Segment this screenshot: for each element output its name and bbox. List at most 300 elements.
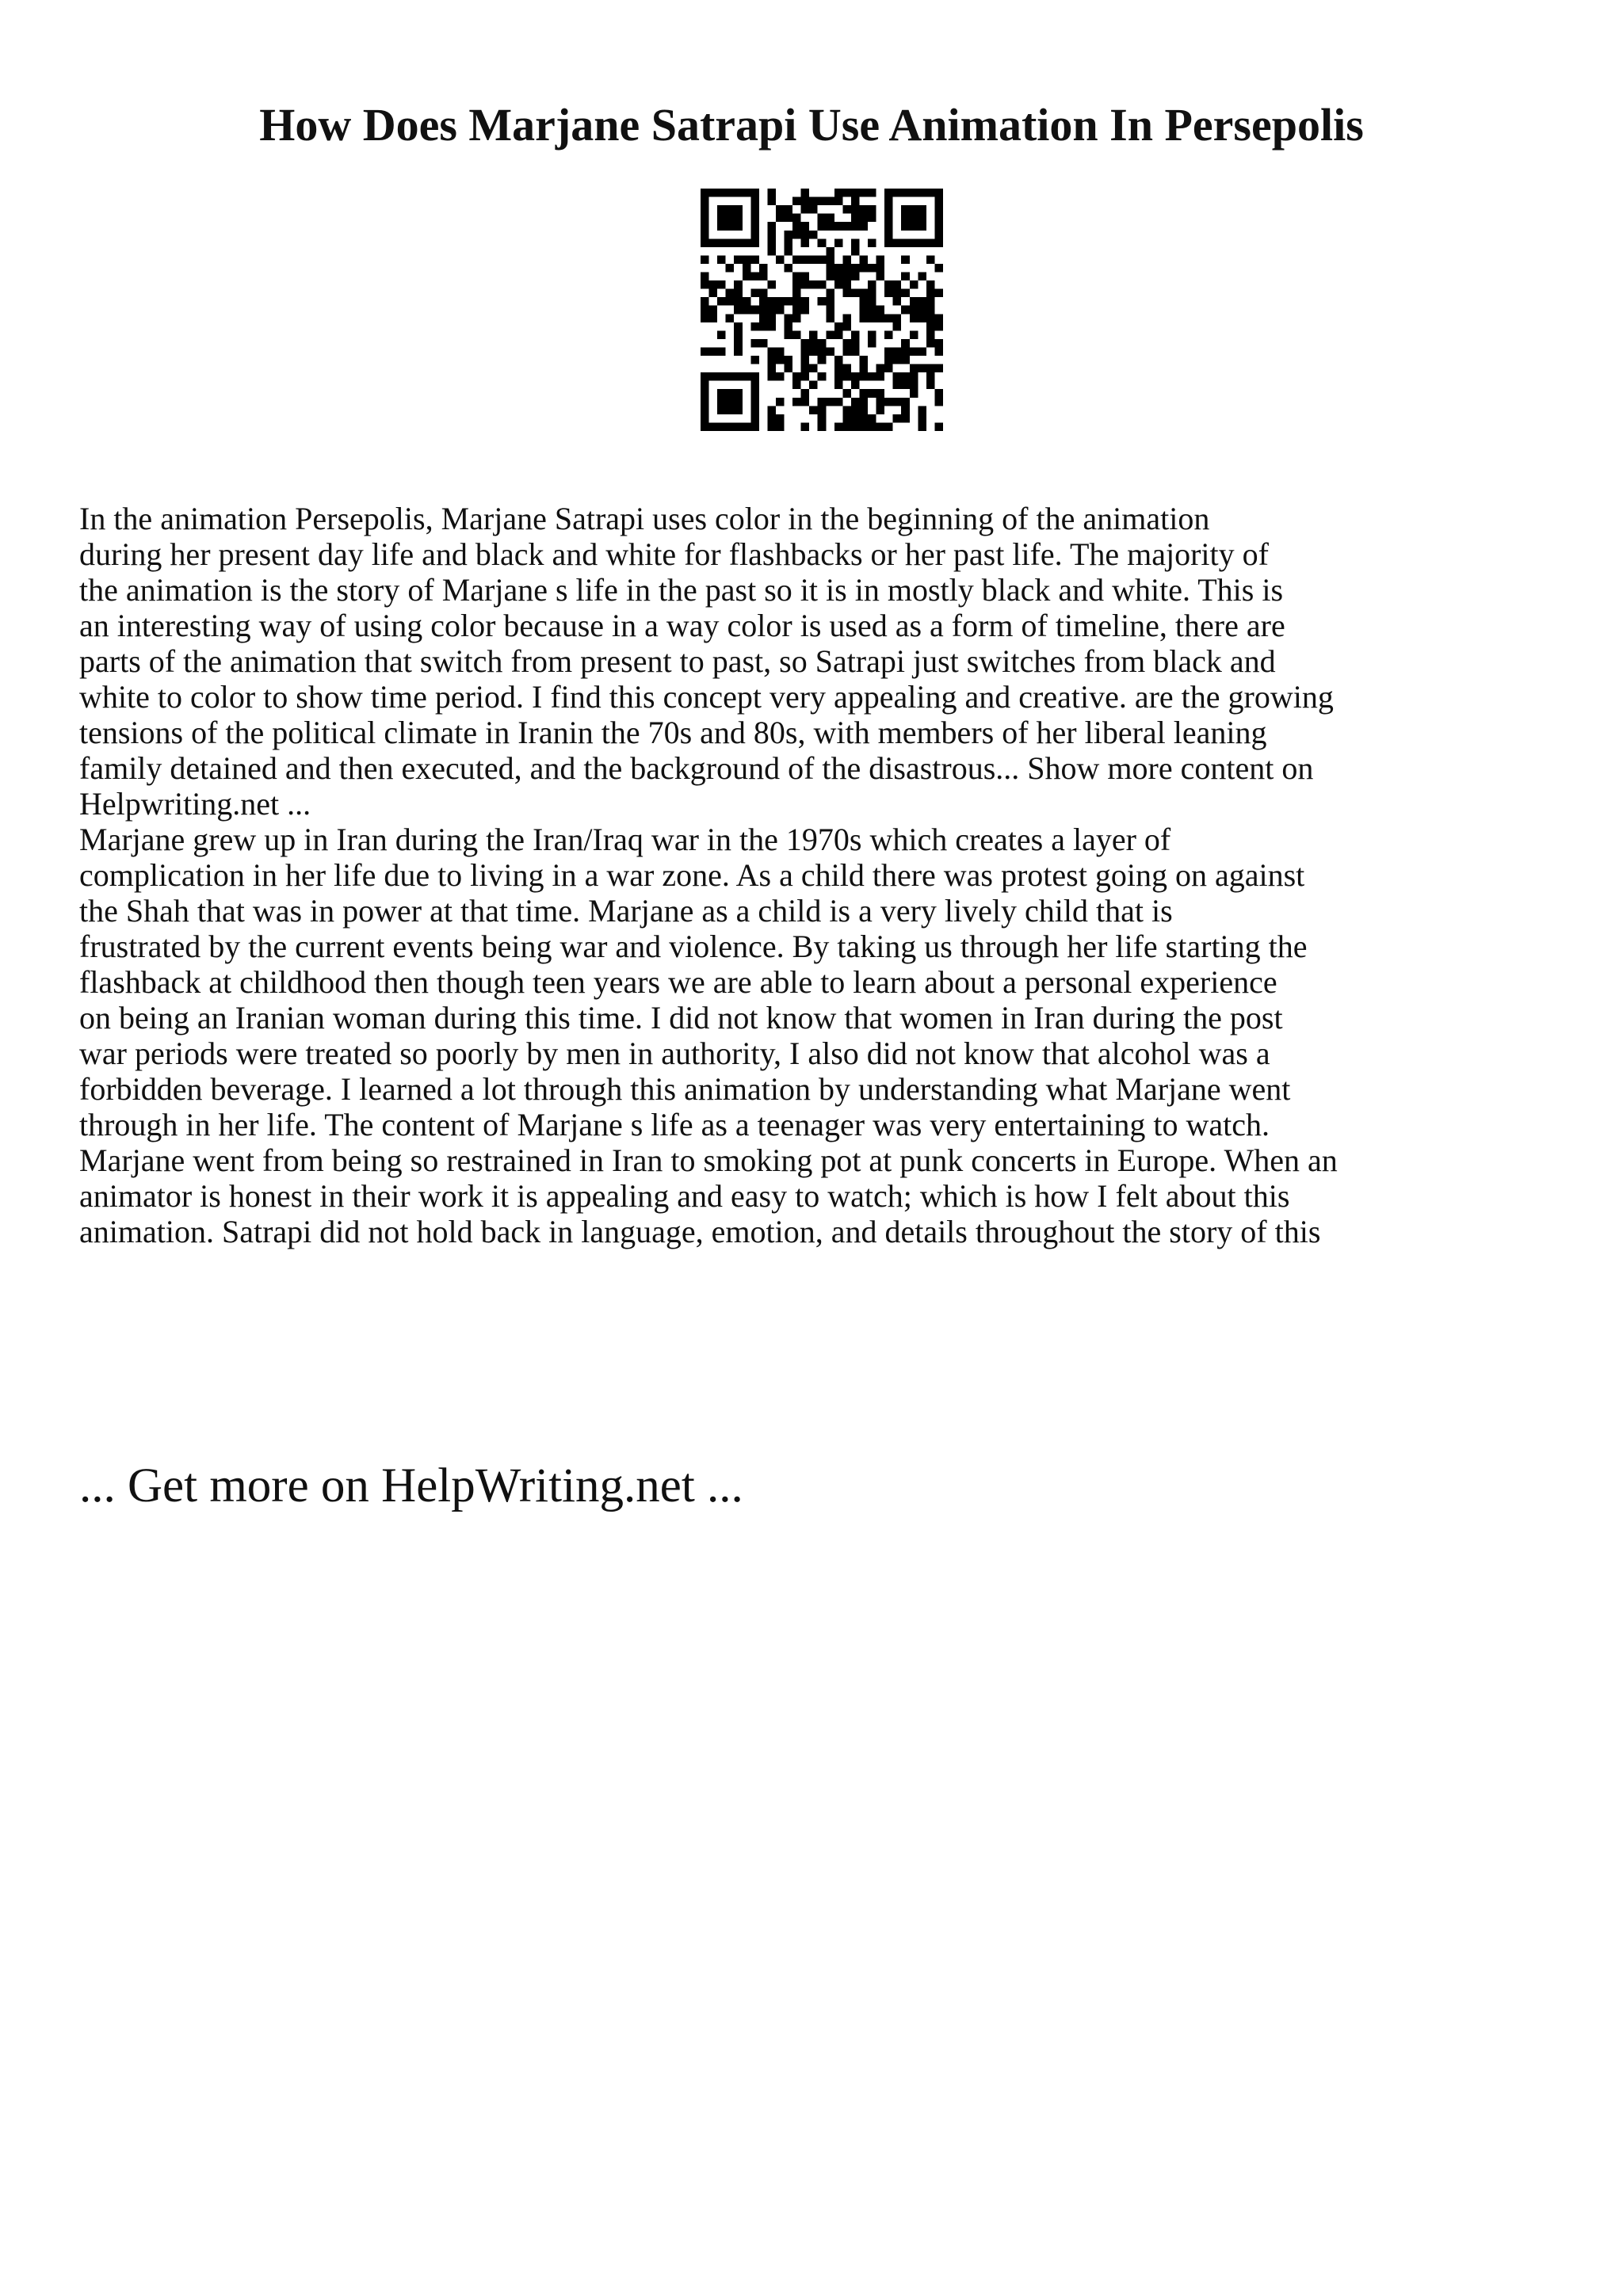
qr-module xyxy=(726,214,735,223)
qr-module xyxy=(801,398,810,406)
text-line: on being an Iranian woman during this time. I did not know that women in Iran during the post xyxy=(79,1000,1283,1035)
qr-module xyxy=(734,389,743,398)
qr-module xyxy=(785,205,793,214)
qr-module xyxy=(918,238,926,247)
qr-module xyxy=(918,306,926,315)
qr-module xyxy=(926,322,935,331)
qr-module xyxy=(792,222,801,231)
qr-module xyxy=(842,347,851,356)
qr-module xyxy=(818,238,827,247)
text-line: frustrated by the current events being war and violence. By taking us through her life starting the xyxy=(79,929,1308,964)
document-title: How Does Marjane Satrapi Use Animation In Persepolis xyxy=(259,99,1364,151)
qr-module xyxy=(717,189,726,197)
qr-module xyxy=(859,414,868,423)
qr-module xyxy=(701,347,709,356)
qr-module xyxy=(859,389,868,398)
qr-module xyxy=(859,222,868,231)
qr-module xyxy=(826,255,834,264)
qr-module xyxy=(717,280,726,289)
qr-module xyxy=(934,347,943,356)
qr-module xyxy=(859,289,868,298)
paragraph-1 xyxy=(79,501,1569,822)
qr-module xyxy=(851,330,860,339)
qr-module xyxy=(842,189,851,197)
qr-module xyxy=(801,306,810,315)
qr-module xyxy=(893,322,902,331)
qr-module xyxy=(743,264,751,273)
qr-module xyxy=(826,306,834,315)
qr-module xyxy=(834,422,843,431)
qr-module xyxy=(834,381,843,390)
qr-module xyxy=(717,389,726,398)
qr-module xyxy=(842,280,851,289)
qr-module xyxy=(709,238,718,247)
qr-module xyxy=(734,214,743,223)
qr-module xyxy=(851,273,860,281)
qr-module xyxy=(934,238,943,247)
qr-module xyxy=(901,356,910,364)
get-more-link[interactable]: ... Get more on HelpWriting.net ... xyxy=(79,1459,743,1512)
qr-module xyxy=(717,330,726,339)
text-line: complication in her life due to living in a war zone. As a child there was protest going on against xyxy=(79,857,1305,893)
qr-module xyxy=(809,339,818,348)
qr-module xyxy=(743,297,751,306)
qr-module xyxy=(726,238,735,247)
qr-module xyxy=(834,197,843,206)
qr-module xyxy=(934,364,943,373)
qr-module xyxy=(901,255,910,264)
qr-module xyxy=(801,255,810,264)
text-line: the animation is the story of Marjane s life in the past so it is in mostly black and white. This is xyxy=(79,572,1284,608)
qr-module xyxy=(901,381,910,390)
qr-module xyxy=(767,231,776,239)
qr-module xyxy=(818,222,827,231)
qr-module xyxy=(918,414,926,423)
qr-module xyxy=(859,422,868,431)
qr-module xyxy=(884,364,893,373)
qr-module xyxy=(901,238,910,247)
qr-module xyxy=(859,214,868,223)
qr-module xyxy=(726,314,735,322)
qr-module xyxy=(750,398,759,406)
qr-module xyxy=(918,297,926,306)
text-line: the Shah that was in power at that time. Marjane as a child is a very lively child that is xyxy=(79,893,1173,929)
qr-module xyxy=(926,314,935,322)
qr-module xyxy=(767,314,776,322)
qr-module xyxy=(743,372,751,381)
qr-module xyxy=(726,422,735,431)
qr-module xyxy=(884,356,893,364)
qr-module xyxy=(809,197,818,206)
qr-module xyxy=(851,406,860,414)
qr-module xyxy=(884,422,893,431)
qr-module xyxy=(910,280,918,289)
qr-module xyxy=(842,406,851,414)
qr-module xyxy=(826,398,834,406)
qr-module xyxy=(884,238,893,247)
qr-module xyxy=(826,264,834,273)
qr-module xyxy=(926,297,935,306)
qr-module xyxy=(801,356,810,364)
qr-module xyxy=(701,255,709,264)
qr-module xyxy=(709,314,718,322)
qr-module xyxy=(717,205,726,214)
qr-module xyxy=(734,289,743,298)
qr-module xyxy=(767,297,776,306)
show-more-link-line[interactable]: Helpwriting.net ... xyxy=(79,786,311,822)
qr-module xyxy=(818,214,827,223)
qr-module xyxy=(876,264,885,273)
qr-module xyxy=(851,264,860,273)
qr-module xyxy=(934,289,943,298)
qr-module xyxy=(868,238,876,247)
qr-module xyxy=(842,414,851,423)
qr-module xyxy=(743,422,751,431)
qr-module xyxy=(709,289,718,298)
qr-module xyxy=(884,398,893,406)
qr-module xyxy=(851,398,860,406)
qr-module xyxy=(818,372,827,381)
text-line: Marjane went from being so restrained in Iran to smoking pot at punk concerts in Europe. When an xyxy=(79,1142,1338,1178)
qr-module xyxy=(901,406,910,414)
qr-module xyxy=(851,372,860,381)
qr-code-graphic xyxy=(701,189,943,431)
qr-module xyxy=(818,414,827,423)
qr-module xyxy=(701,389,709,398)
qr-module xyxy=(776,398,785,406)
qr-module xyxy=(701,214,709,223)
qr-module xyxy=(701,398,709,406)
qr-module xyxy=(717,372,726,381)
qr-module xyxy=(859,364,868,373)
qr-module xyxy=(767,364,776,373)
qr-module xyxy=(767,406,776,414)
qr-module xyxy=(734,339,743,348)
qr-module xyxy=(776,214,785,223)
text-line: white to color to show time period. I find this concept very appealing and creative. are the growing xyxy=(79,679,1334,715)
qr-module xyxy=(785,238,793,247)
qr-module xyxy=(842,422,851,431)
qr-module xyxy=(901,214,910,223)
qr-module xyxy=(868,330,876,339)
qr-module xyxy=(934,398,943,406)
qr-module xyxy=(859,314,868,322)
qr-module xyxy=(759,264,768,273)
qr-module xyxy=(750,189,759,197)
qr-module xyxy=(801,372,810,381)
qr-module xyxy=(734,306,743,315)
qr-module xyxy=(734,422,743,431)
qr-module xyxy=(750,289,759,298)
qr-module xyxy=(750,222,759,231)
qr-module xyxy=(818,422,827,431)
qr-module xyxy=(868,189,876,197)
qr-module xyxy=(701,189,709,197)
qr-module xyxy=(818,406,827,414)
qr-module xyxy=(792,255,801,264)
qr-module xyxy=(851,381,860,390)
qr-module xyxy=(934,214,943,223)
qr-module xyxy=(859,406,868,414)
qr-module xyxy=(910,205,918,214)
qr-module xyxy=(701,231,709,239)
qr-module xyxy=(767,422,776,431)
qr-module xyxy=(901,347,910,356)
qr-module xyxy=(926,280,935,289)
qr-module xyxy=(801,222,810,231)
qr-module xyxy=(767,356,776,364)
qr-module xyxy=(734,372,743,381)
qr-module xyxy=(910,364,918,373)
qr-module xyxy=(859,398,868,406)
qr-module xyxy=(851,197,860,206)
qr-module xyxy=(868,389,876,398)
qr-module xyxy=(767,222,776,231)
qr-module xyxy=(834,356,843,364)
qr-module xyxy=(792,273,801,281)
qr-module xyxy=(750,238,759,247)
qr-module xyxy=(910,214,918,223)
qr-module xyxy=(785,264,793,273)
qr-module xyxy=(809,347,818,356)
qr-module xyxy=(851,238,860,247)
qr-module xyxy=(884,205,893,214)
qr-module xyxy=(901,189,910,197)
qr-module xyxy=(934,314,943,322)
qr-module xyxy=(743,189,751,197)
qr-module xyxy=(934,197,943,206)
qr-module xyxy=(709,280,718,289)
qr-module xyxy=(734,222,743,231)
qr-module xyxy=(750,372,759,381)
qr-module xyxy=(759,339,768,348)
qr-module xyxy=(818,356,827,364)
qr-module xyxy=(743,306,751,315)
qr-module xyxy=(884,330,893,339)
qr-module xyxy=(842,322,851,331)
qr-module xyxy=(750,273,759,281)
qr-module xyxy=(709,422,718,431)
qr-module xyxy=(701,205,709,214)
qr-module xyxy=(801,297,810,306)
qr-module xyxy=(834,372,843,381)
qr-module xyxy=(842,372,851,381)
qr-module xyxy=(910,238,918,247)
qr-module xyxy=(709,189,718,197)
qr-module xyxy=(826,197,834,206)
qr-module xyxy=(876,406,885,414)
text-line: tensions of the political climate in Iranin the 70s and 80s, with members of her liberal leaning xyxy=(79,715,1267,750)
qr-module xyxy=(901,372,910,381)
qr-module xyxy=(701,314,709,322)
qr-module xyxy=(809,381,818,390)
qr-module xyxy=(893,314,902,322)
qr-module xyxy=(926,238,935,247)
qr-module xyxy=(926,289,935,298)
qr-module xyxy=(750,322,759,331)
text-line: Marjane grew up in Iran during the Iran/Iraq war in the 1970s which creates a layer of xyxy=(79,822,1171,857)
qr-module xyxy=(792,214,801,223)
qr-module xyxy=(934,389,943,398)
qr-module xyxy=(842,205,851,214)
qr-module xyxy=(934,222,943,231)
qr-module xyxy=(918,347,926,356)
qr-module xyxy=(910,389,918,398)
qr-module xyxy=(801,189,810,197)
qr-module xyxy=(851,422,860,431)
qr-module xyxy=(826,247,834,256)
qr-module xyxy=(859,356,868,364)
qr-module xyxy=(901,398,910,406)
qr-module xyxy=(801,197,810,206)
qr-module xyxy=(750,339,759,348)
qr-module xyxy=(926,381,935,390)
qr-module xyxy=(859,372,868,381)
qr-module xyxy=(818,398,827,406)
qr-module xyxy=(868,205,876,214)
qr-module xyxy=(834,330,843,339)
qr-module xyxy=(859,297,868,306)
qr-module xyxy=(910,372,918,381)
qr-module xyxy=(701,306,709,315)
qr-module xyxy=(884,197,893,206)
qr-module xyxy=(926,189,935,197)
qr-module xyxy=(750,406,759,414)
qr-module xyxy=(818,339,827,348)
qr-module xyxy=(709,347,718,356)
qr-module xyxy=(859,306,868,315)
qr-module xyxy=(801,231,810,239)
qr-module xyxy=(734,189,743,197)
qr-module xyxy=(842,273,851,281)
qr-module xyxy=(884,289,893,298)
qr-module xyxy=(792,381,801,390)
qr-module xyxy=(893,297,902,306)
qr-module xyxy=(834,322,843,331)
qr-module xyxy=(750,197,759,206)
qr-module xyxy=(834,280,843,289)
qr-module xyxy=(918,205,926,214)
qr-module xyxy=(876,372,885,381)
qr-module xyxy=(910,330,918,339)
qr-module xyxy=(701,222,709,231)
qr-module xyxy=(884,189,893,197)
qr-module xyxy=(726,289,735,298)
qr-module xyxy=(717,422,726,431)
qr-module xyxy=(750,356,759,364)
qr-module xyxy=(918,189,926,197)
qr-module xyxy=(884,314,893,322)
qr-module xyxy=(859,205,868,214)
qr-module xyxy=(743,273,751,281)
qr-module xyxy=(834,222,843,231)
qr-module xyxy=(734,280,743,289)
qr-module xyxy=(918,214,926,223)
qr-module xyxy=(767,372,776,381)
qr-module xyxy=(910,222,918,231)
qr-module xyxy=(918,314,926,322)
qr-module xyxy=(834,238,843,247)
qr-module xyxy=(776,306,785,315)
qr-module xyxy=(767,306,776,315)
qr-module xyxy=(734,322,743,331)
qr-module xyxy=(734,398,743,406)
qr-module xyxy=(717,214,726,223)
qr-module xyxy=(926,330,935,339)
qr-module xyxy=(926,306,935,315)
qr-module xyxy=(767,197,776,206)
qr-module xyxy=(759,297,768,306)
qr-module xyxy=(809,406,818,414)
body-text xyxy=(79,501,1569,1249)
qr-module xyxy=(701,238,709,247)
qr-module xyxy=(801,389,810,398)
qr-module xyxy=(851,247,860,256)
qr-module xyxy=(893,189,902,197)
qr-module xyxy=(750,414,759,423)
qr-module xyxy=(717,297,726,306)
qr-module xyxy=(876,273,885,281)
qr-module xyxy=(801,364,810,373)
qr-module xyxy=(868,289,876,298)
qr-module xyxy=(910,189,918,197)
qr-module xyxy=(910,297,918,306)
qr-module xyxy=(701,197,709,206)
qr-module xyxy=(767,322,776,331)
qr-module xyxy=(801,273,810,281)
qr-module xyxy=(934,189,943,197)
qr-module xyxy=(826,330,834,339)
qr-module xyxy=(717,222,726,231)
qr-module xyxy=(842,364,851,373)
qr-module xyxy=(726,297,735,306)
text-line: animator is honest in their work it is appealing and easy to watch; which is how I felt about this xyxy=(79,1178,1290,1214)
qr-module xyxy=(701,273,709,281)
qr-module xyxy=(918,222,926,231)
qr-module xyxy=(851,339,860,348)
qr-module xyxy=(876,422,885,431)
qr-module xyxy=(792,280,801,289)
qr-module xyxy=(776,356,785,364)
qr-module xyxy=(743,255,751,264)
qr-module xyxy=(701,406,709,414)
qr-module xyxy=(717,255,726,264)
qr-module xyxy=(910,306,918,315)
qr-module xyxy=(884,222,893,231)
text-line: an interesting way of using color because in a way color is used as a form of timeline, there are xyxy=(79,608,1285,643)
qr-module xyxy=(884,231,893,239)
qr-module xyxy=(834,264,843,273)
qr-module xyxy=(834,398,843,406)
qr-module xyxy=(750,381,759,390)
qr-module xyxy=(901,414,910,423)
qr-module xyxy=(868,372,876,381)
qr-module xyxy=(934,422,943,431)
qr-module xyxy=(934,231,943,239)
qr-module xyxy=(884,214,893,223)
qr-module xyxy=(750,389,759,398)
qr-module xyxy=(818,297,827,306)
text-line: during her present day life and black and white for flashbacks or her past life. The majority of xyxy=(79,536,1269,572)
qr-module xyxy=(734,347,743,356)
qr-module xyxy=(726,389,735,398)
qr-module xyxy=(893,347,902,356)
qr-module xyxy=(776,255,785,264)
qr-module xyxy=(792,314,801,322)
qr-module xyxy=(901,205,910,214)
qr-module xyxy=(842,222,851,231)
qr-module xyxy=(884,280,893,289)
